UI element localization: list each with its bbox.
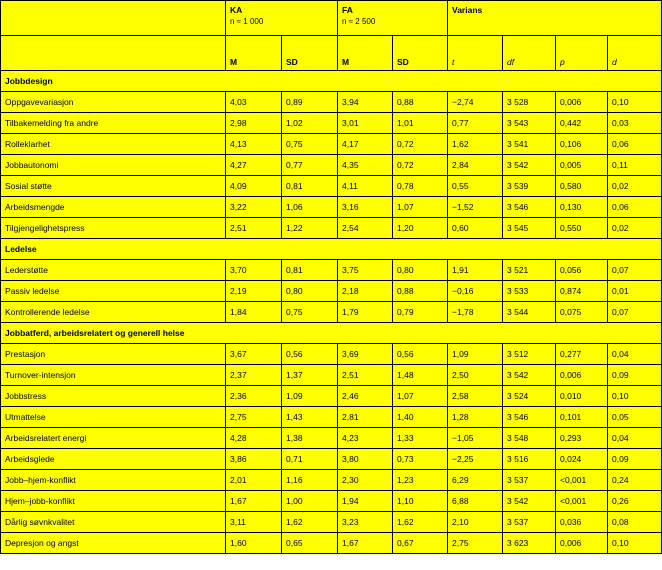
row-label: Jobbautonomi: [1, 155, 226, 176]
table-row: [1, 386, 662, 407]
ka-m-cell: 3,70: [226, 260, 282, 281]
d-cell: 0,08: [608, 512, 662, 533]
table-row: [1, 302, 662, 323]
t-cell: 6,88: [448, 491, 503, 512]
ka-sd-cell: 0,89: [282, 92, 338, 113]
df-cell: 3 546: [503, 197, 556, 218]
row-label: Arbeidsmengde: [1, 197, 226, 218]
fa-sd-cell: 0,88: [393, 92, 448, 113]
fa-sd-cell: 0,72: [393, 134, 448, 155]
d-cell: 0,06: [608, 197, 662, 218]
row-label: Lederstøtte: [1, 260, 226, 281]
ka-m-cell: 2,01: [226, 470, 282, 491]
table-row: [1, 533, 662, 554]
d-cell: 0,11: [608, 155, 662, 176]
ka-m-cell: 2,98: [226, 113, 282, 134]
row-label: Passiv ledelse: [1, 281, 226, 302]
table-row: [1, 428, 662, 449]
ka-m-cell: 1,60: [226, 533, 282, 554]
ka-m-cell: 2,19: [226, 281, 282, 302]
t-cell: 6,29: [448, 470, 503, 491]
fa-sd-cell: 0,56: [393, 344, 448, 365]
table-row: [1, 218, 662, 239]
d-cell: 0,06: [608, 134, 662, 155]
section-header-row: [1, 323, 662, 344]
d-cell: 0,09: [608, 365, 662, 386]
ka-m-cell: 4,27: [226, 155, 282, 176]
ka-sd-cell: 1,37: [282, 365, 338, 386]
d-cell: 0,07: [608, 260, 662, 281]
p-cell: 0,005: [556, 155, 608, 176]
table-row: [1, 512, 662, 533]
df-cell: 3 545: [503, 218, 556, 239]
d-cell: 0,10: [608, 386, 662, 407]
p-cell: 0,075: [556, 302, 608, 323]
section-title: Ledelse: [1, 239, 662, 260]
fa-m-cell: 3,80: [338, 449, 393, 470]
p-cell: 0,101: [556, 407, 608, 428]
header-row-columns: [1, 36, 662, 71]
ka-sd-cell: 1,38: [282, 428, 338, 449]
df-cell: 3 528: [503, 92, 556, 113]
section-header-row: [1, 239, 662, 260]
ka-m-cell: 3,22: [226, 197, 282, 218]
col-header-ka-m: M: [226, 36, 282, 71]
d-cell: 0,10: [608, 533, 662, 554]
p-cell: 0,130: [556, 197, 608, 218]
p-cell: 0,056: [556, 260, 608, 281]
table-row: [1, 344, 662, 365]
fa-m-cell: 1,79: [338, 302, 393, 323]
fa-m-cell: 2,51: [338, 365, 393, 386]
t-cell: 0,60: [448, 218, 503, 239]
ka-m-cell: 3,67: [226, 344, 282, 365]
fa-sd-cell: 1,01: [393, 113, 448, 134]
ka-m-cell: 2,36: [226, 386, 282, 407]
fa-sd-cell: 1,33: [393, 428, 448, 449]
fa-sd-cell: 1,07: [393, 197, 448, 218]
ka-m-cell: 4,13: [226, 134, 282, 155]
df-cell: 3 521: [503, 260, 556, 281]
d-cell: 0,03: [608, 113, 662, 134]
ka-m-cell: 4,28: [226, 428, 282, 449]
ka-sd-cell: 0,56: [282, 344, 338, 365]
ka-sd-cell: 0,77: [282, 155, 338, 176]
p-cell: <0,001: [556, 470, 608, 491]
d-cell: 0,24: [608, 470, 662, 491]
d-cell: 0,04: [608, 344, 662, 365]
df-cell: 3 512: [503, 344, 556, 365]
p-cell: 0,442: [556, 113, 608, 134]
fa-sd-cell: 1,10: [393, 491, 448, 512]
varians-header: [448, 1, 662, 36]
df-cell: 3 544: [503, 302, 556, 323]
table-row: [1, 92, 662, 113]
group-ka-label: KA: [230, 5, 243, 15]
fa-sd-cell: 0,78: [393, 176, 448, 197]
row-label: Sosial støtte: [1, 176, 226, 197]
group-ka-n: n ≈ 1 000: [230, 17, 264, 26]
t-cell: 1,28: [448, 407, 503, 428]
p-cell: 0,106: [556, 134, 608, 155]
table-row: [1, 176, 662, 197]
p-cell: 0,006: [556, 92, 608, 113]
section-header-row: [1, 71, 662, 92]
fa-sd-cell: 0,67: [393, 533, 448, 554]
d-cell: 0,05: [608, 407, 662, 428]
fa-m-cell: 4,23: [338, 428, 393, 449]
row-label: Arbeidsrelatert energi: [1, 428, 226, 449]
fa-m-cell: 2,81: [338, 407, 393, 428]
p-cell: 0,006: [556, 533, 608, 554]
fa-m-cell: 4,35: [338, 155, 393, 176]
row-label: Arbeidsglede: [1, 449, 226, 470]
table-row: [1, 197, 662, 218]
fa-sd-cell: 1,20: [393, 218, 448, 239]
fa-m-cell: 2,46: [338, 386, 393, 407]
table-row: [1, 470, 662, 491]
row-label: Jobb–hjem-konflikt: [1, 470, 226, 491]
ka-m-cell: 3,11: [226, 512, 282, 533]
t-cell: −0,16: [448, 281, 503, 302]
group-fa-label: FA: [342, 5, 353, 15]
df-cell: 3 543: [503, 113, 556, 134]
t-cell: −1,52: [448, 197, 503, 218]
fa-sd-cell: 1,48: [393, 365, 448, 386]
t-cell: 2,84: [448, 155, 503, 176]
row-label: Dårlig søvnkvalitet: [1, 512, 226, 533]
ka-m-cell: 4,09: [226, 176, 282, 197]
col-header-p: p: [556, 36, 608, 71]
ka-m-cell: 2,75: [226, 407, 282, 428]
ka-sd-cell: 0,75: [282, 302, 338, 323]
ka-m-cell: 2,37: [226, 365, 282, 386]
fa-m-cell: 3,75: [338, 260, 393, 281]
ka-sd-cell: 0,81: [282, 260, 338, 281]
df-cell: 3 533: [503, 281, 556, 302]
row-label: Hjem–jobb-konflikt: [1, 491, 226, 512]
group-fa-header: [338, 1, 448, 36]
ka-sd-cell: 1,00: [282, 491, 338, 512]
ka-m-cell: 2,51: [226, 218, 282, 239]
t-cell: 1,91: [448, 260, 503, 281]
fa-m-cell: 3,16: [338, 197, 393, 218]
ka-sd-cell: 1,06: [282, 197, 338, 218]
fa-m-cell: 3,94: [338, 92, 393, 113]
fa-sd-cell: 0,72: [393, 155, 448, 176]
ka-m-cell: 4,03: [226, 92, 282, 113]
df-cell: 3 623: [503, 533, 556, 554]
d-cell: 0,09: [608, 449, 662, 470]
t-cell: 1,09: [448, 344, 503, 365]
section-title: Jobbatferd, arbeidsrelatert og generell helse: [1, 323, 662, 344]
group-ka-header: [226, 1, 338, 36]
fa-m-cell: 4,11: [338, 176, 393, 197]
fa-m-cell: 4,17: [338, 134, 393, 155]
df-cell: 3 537: [503, 470, 556, 491]
t-cell: 0,77: [448, 113, 503, 134]
col-header-fa-m: M: [338, 36, 393, 71]
t-cell: 2,50: [448, 365, 503, 386]
fa-m-cell: 3,69: [338, 344, 393, 365]
p-cell: 0,006: [556, 365, 608, 386]
fa-m-cell: 1,67: [338, 533, 393, 554]
table-row: [1, 365, 662, 386]
row-label: Kontrollerende ledelse: [1, 302, 226, 323]
p-cell: <0,001: [556, 491, 608, 512]
table-row: [1, 155, 662, 176]
d-cell: 0,02: [608, 176, 662, 197]
ka-m-cell: 3,86: [226, 449, 282, 470]
ka-sd-cell: 0,65: [282, 533, 338, 554]
table-row: [1, 407, 662, 428]
ka-sd-cell: 1,62: [282, 512, 338, 533]
fa-m-cell: 3,01: [338, 113, 393, 134]
p-cell: 0,036: [556, 512, 608, 533]
ka-sd-cell: 0,75: [282, 134, 338, 155]
df-cell: 3 516: [503, 449, 556, 470]
ka-sd-cell: 0,71: [282, 449, 338, 470]
df-cell: 3 542: [503, 365, 556, 386]
t-cell: 0,55: [448, 176, 503, 197]
table-row: [1, 281, 662, 302]
table-row: [1, 260, 662, 281]
d-cell: 0,26: [608, 491, 662, 512]
varians-label: Varians: [452, 5, 483, 15]
ka-m-cell: 1,84: [226, 302, 282, 323]
t-cell: −2,25: [448, 449, 503, 470]
t-cell: 1,62: [448, 134, 503, 155]
fa-sd-cell: 0,88: [393, 281, 448, 302]
ka-sd-cell: 1,09: [282, 386, 338, 407]
p-cell: 0,874: [556, 281, 608, 302]
row-label: Utmattelse: [1, 407, 226, 428]
df-cell: 3 542: [503, 155, 556, 176]
table-row: [1, 134, 662, 155]
header-row-groups: [1, 1, 662, 36]
row-label: Rolleklarhet: [1, 134, 226, 155]
fa-m-cell: 1,94: [338, 491, 393, 512]
df-cell: 3 541: [503, 134, 556, 155]
ka-sd-cell: 1,02: [282, 113, 338, 134]
d-cell: 0,10: [608, 92, 662, 113]
ka-sd-cell: 0,81: [282, 176, 338, 197]
row-label: Depresjon og angst: [1, 533, 226, 554]
row-label: Tilgjengelighetspress: [1, 218, 226, 239]
col-header-d: d: [608, 36, 662, 71]
t-cell: −1,05: [448, 428, 503, 449]
ka-m-cell: 1,67: [226, 491, 282, 512]
df-cell: 3 524: [503, 386, 556, 407]
fa-m-cell: 3,23: [338, 512, 393, 533]
row-label: Turnover-intensjon: [1, 365, 226, 386]
group-fa-n: n ≈ 2 500: [342, 17, 376, 26]
d-cell: 0,02: [608, 218, 662, 239]
col-header-df: df: [503, 36, 556, 71]
fa-sd-cell: 1,40: [393, 407, 448, 428]
d-cell: 0,04: [608, 428, 662, 449]
ka-sd-cell: 1,43: [282, 407, 338, 428]
df-cell: 3 539: [503, 176, 556, 197]
d-cell: 0,07: [608, 302, 662, 323]
p-cell: 0,550: [556, 218, 608, 239]
fa-sd-cell: 0,73: [393, 449, 448, 470]
ka-sd-cell: 1,22: [282, 218, 338, 239]
table-row: [1, 113, 662, 134]
header-empty-cell: [1, 1, 226, 36]
header-empty-cell: [1, 36, 226, 71]
p-cell: 0,580: [556, 176, 608, 197]
df-cell: 3 546: [503, 407, 556, 428]
row-label: Oppgavevariasjon: [1, 92, 226, 113]
df-cell: 3 537: [503, 512, 556, 533]
fa-sd-cell: 1,62: [393, 512, 448, 533]
row-label: Prestasjon: [1, 344, 226, 365]
df-cell: 3 542: [503, 491, 556, 512]
fa-sd-cell: 0,80: [393, 260, 448, 281]
fa-m-cell: 2,54: [338, 218, 393, 239]
t-cell: 2,75: [448, 533, 503, 554]
table-row: [1, 491, 662, 512]
t-cell: 2,10: [448, 512, 503, 533]
table-row: [1, 449, 662, 470]
p-cell: 0,277: [556, 344, 608, 365]
ka-sd-cell: 1,16: [282, 470, 338, 491]
t-cell: 2,58: [448, 386, 503, 407]
p-cell: 0,010: [556, 386, 608, 407]
fa-sd-cell: 0,79: [393, 302, 448, 323]
df-cell: 3 548: [503, 428, 556, 449]
t-cell: −2,74: [448, 92, 503, 113]
fa-m-cell: 2,30: [338, 470, 393, 491]
col-header-t: t: [448, 36, 503, 71]
section-title: Jobbdesign: [1, 71, 662, 92]
table-body: [1, 71, 662, 554]
row-label: Tilbakemelding fra andre: [1, 113, 226, 134]
fa-sd-cell: 1,23: [393, 470, 448, 491]
fa-m-cell: 2,18: [338, 281, 393, 302]
p-cell: 0,293: [556, 428, 608, 449]
t-cell: −1,78: [448, 302, 503, 323]
p-cell: 0,024: [556, 449, 608, 470]
ka-sd-cell: 0,80: [282, 281, 338, 302]
fa-sd-cell: 1,07: [393, 386, 448, 407]
col-header-fa-sd: SD: [393, 36, 448, 71]
row-label: Jobbstress: [1, 386, 226, 407]
d-cell: 0,01: [608, 281, 662, 302]
col-header-ka-sd: SD: [282, 36, 338, 71]
